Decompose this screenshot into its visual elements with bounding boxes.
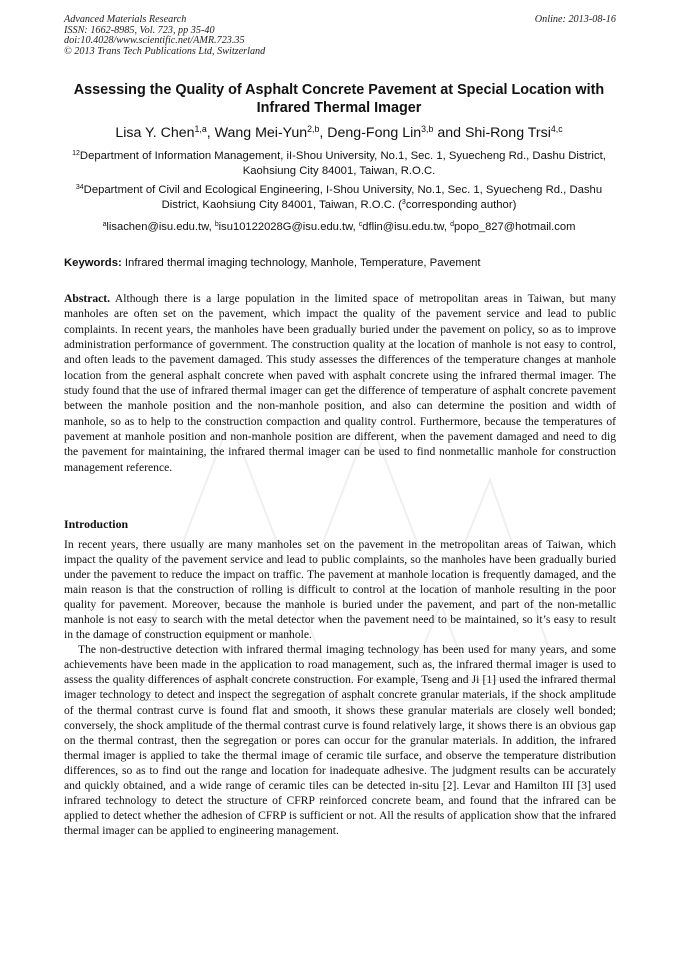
email-link[interactable]: lisachen@isu.edu.tw <box>106 221 209 233</box>
paragraph: The non-destructive detection with infrared thermal imaging technology has been used for many years, and some achievements have been made in the application to road management, such as, the infrared thermal imager is used to assess the quality differences of asphalt concrete construction. For example, Tseng and Ji [1] used the infrared thermal imager technology to detect and inspect the segregation of asphalt concrete granular materials, if the shock amplitude of the thermal contrast curve is found flat and smooth, it shows these granular materials are closely well bonded; conversely, the shock amplitude of the thermal contrast curve is found relatively large, it shows there is an obvious gap on the thermal contrast, then the segregation or pores can occur for the granular materials. In addition, the infrared thermal imager is applied to take the thermal image of ceramic tile surface, and observe the temperature distribution differences, so as to find out the range and location for inadequate adhesive. The judgment results can be accurately and quickly obtained, and a wide range of ceramic tiles can be detected in-situ [2]. Levar and Hamilton III [3] used infrared technology to detect the structure of CFRP reinforced concrete beam, and found that the infrared can be applied to detect whether the adhesion of CFRP is sufficient or not. All the results of application show that the infrared thermal imager can be applied to engineering management. <box>64 643 616 837</box>
journal-name: Advanced Materials Research <box>64 14 187 25</box>
email-list <box>48 220 630 234</box>
keywords-text: Infrared thermal imaging technology, Manhole, Temperature, Pavement <box>124 257 481 269</box>
journal-meta <box>64 15 616 57</box>
paragraph: In recent years, there usually are many manholes set on the pavement in the metropolitan areas of Taiwan, which impact the quality of the pavement service and lead to public complaints, so the manholes have been gradually buried under the pavement to reduce the impact on traffic. The pavement at manhole location is frequently damaged, and the main reason is that the construction of rolling is difficult to control at the location of manhole resulting in the poor quality for pavement. Moreover, because the manhole is buried under the pavement, and part of the non-metallic manhole is not easy to search with the metal detector when the pavement need to be maintained, so it’s easy to result in the damage of construction equipment or manhole. <box>64 538 616 642</box>
affiliation-1 <box>62 149 616 180</box>
online-date: Online: 2013-08-16 <box>534 14 616 25</box>
email-mark: d <box>450 221 454 229</box>
affiliation-text-end: corresponding author) <box>405 199 517 212</box>
corresponding-mark: 3 <box>401 199 406 207</box>
author-separator: and <box>433 125 465 141</box>
author-affiliation-mark: 1,a <box>194 124 207 135</box>
issn-line: ISSN: 1662-8985, Vol. 723, pp 35-40 <box>64 24 215 36</box>
copyright-line: © 2013 Trans Tech Publications Ltd, Switzerland <box>64 45 266 57</box>
author: Shi-Rong Trsi <box>464 125 551 141</box>
affiliation-text: Department of Civil and Ecological Engineering, I-Shou University, No.1, Sec. 1, Syuecheng Rd., Dashu District, Kaohsiung City 84001, Taiwan, R.O.C. ( <box>83 184 603 212</box>
email-separator: , <box>443 221 451 233</box>
author: Deng-Fong Lin <box>327 125 422 141</box>
email-separator: , <box>352 221 359 233</box>
affiliation-text: Department of Information Management, iI-Shou University, No.1, Sec. 1, Syuecheng Rd., Dashu District, Kaohsiung City 84001, Taiwan, R.O.C. <box>79 150 606 178</box>
doi-line: doi:10.4028/www.scientific.net/AMR.723.35 <box>64 35 245 47</box>
keywords <box>64 256 616 270</box>
author-affiliation-mark: 3,b <box>421 124 434 135</box>
email-mark: c <box>358 221 363 229</box>
email-mark: a <box>102 221 107 229</box>
section-heading-introduction: Introduction <box>64 517 129 531</box>
author-separator: , <box>319 125 328 141</box>
affiliation-2 <box>62 183 616 214</box>
introduction-body <box>64 537 616 838</box>
author-affiliation-mark: 2,b <box>307 124 320 135</box>
author-separator: , <box>206 125 215 141</box>
paper-title: Assessing the Quality of Asphalt Concrete Pavement at Special Location with Infrared Thermal Imager <box>73 82 605 116</box>
author: Wang Mei-Yun <box>214 125 308 141</box>
email-link[interactable]: isu10122028G@isu.edu.tw <box>218 221 353 233</box>
abstract-text: Although there is a large population in the limited space of metropolitan areas in Taiwan, but many manholes are often set on the pavement, which impact the quality of the pavement service and lead to public complaints. In recent years, the manholes have been gradually buried under the pavement on policy, so as to improve administration performance of government. The construction quality at the location of manhole is not easy to control, and often leads to the pavement damaged. This study assesses the differences of the temperature changes at manhole location from the general asphalt concrete when paved with asphalt concrete using the infrared thermal imager. The study found that the use of infrared thermal imager can get the difference of temperature of asphalt concrete pavement between the manhole position and the non-manhole position, and also can determine the position and width of manhole, so as to help to the construction compaction and quality control. Furthermore, because the temperatures of pavement at manhole position and non-manhole position are different, when the pavement damaged and need to dig the pavement for maintaining, the infrared thermal imager can be used to find nonmetallic manhole for construction management reference. <box>64 292 616 474</box>
author-affiliation-mark: 4,c <box>550 124 563 135</box>
keywords-label: Keywords: <box>64 257 122 269</box>
email-mark: b <box>214 221 219 229</box>
abstract <box>64 291 616 475</box>
author-list <box>48 124 630 142</box>
affiliation-mark: 12 <box>72 150 80 158</box>
author: Lisa Y. Chen <box>115 125 195 141</box>
email-separator: , <box>208 221 215 233</box>
email-link[interactable]: popo_827@hotmail.com <box>453 221 576 233</box>
email-link[interactable]: dflin@isu.edu.tw <box>362 221 444 233</box>
affiliation-mark: 34 <box>75 184 84 192</box>
abstract-label: Abstract. <box>64 292 111 305</box>
